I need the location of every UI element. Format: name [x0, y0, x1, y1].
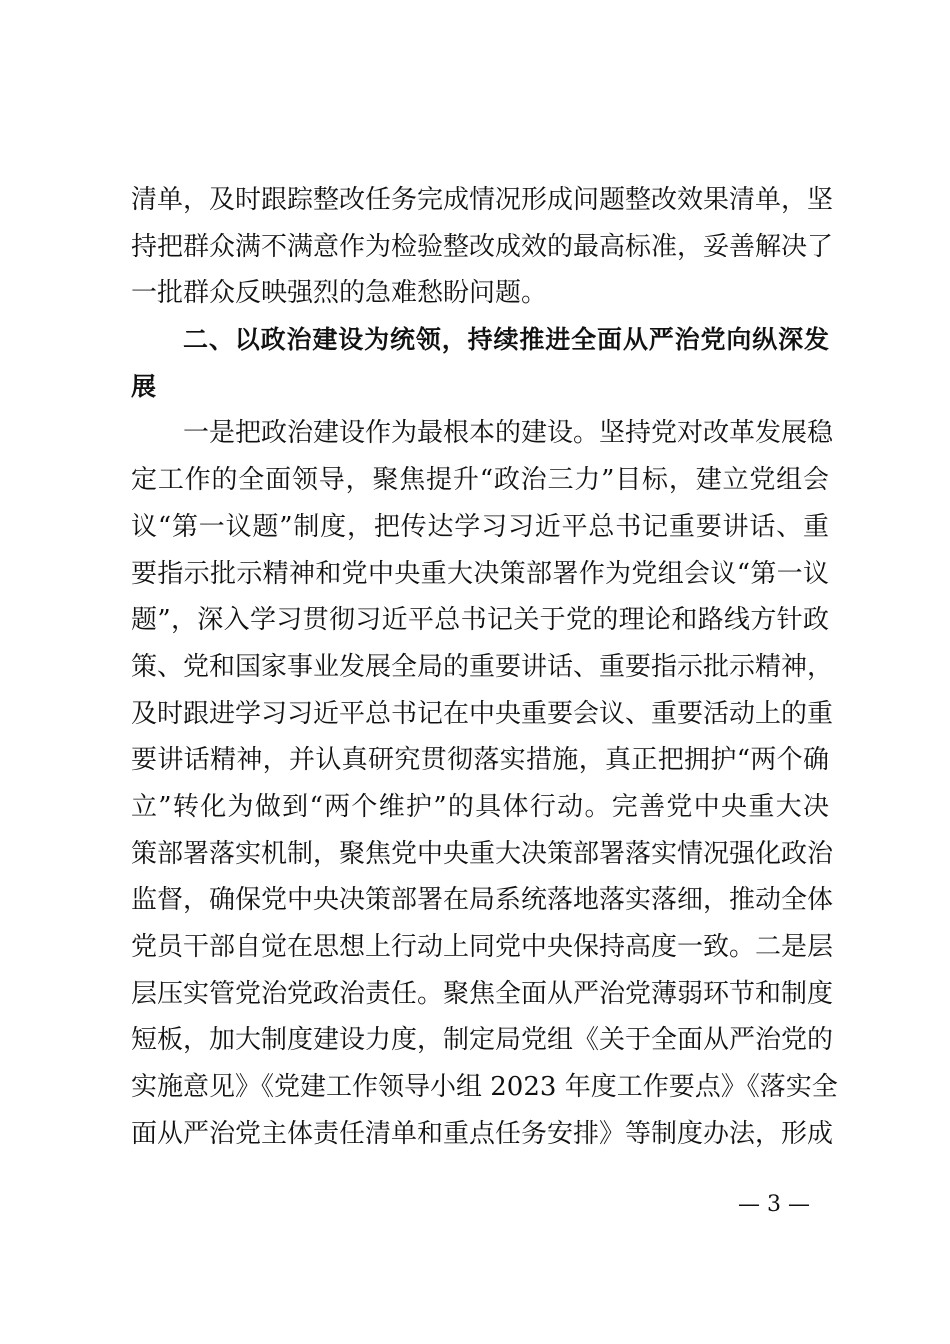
text-line: 及时跟进学习习近平总书记在中央重要会议、重要活动上的重 — [131, 698, 834, 729]
text-line: 策、党和国家事业发展全局的重要讲话、重要指示批示精神， — [131, 651, 834, 682]
text-line: 题”，深入学习贯彻习近平总书记关于党的理论和路线方针政 — [131, 605, 829, 636]
text-line: 监督，确保党中央决策部署在局系统落地落实落细，推动全体 — [131, 885, 834, 916]
text-line: 党员干部自觉在思想上行动上同党中央保持高度一致。二是层 — [131, 932, 834, 962]
heading-line: 展 — [131, 371, 157, 401]
text-line: 短板，加大制度建设力度，制定局党组《关于全面从严治党的 — [131, 1025, 834, 1056]
text-line: 要指示批示精神和党中央重大决策部署作为党组会议“第一议 — [131, 558, 829, 589]
text-line: 议“第一议题”制度，把传达学习习近平总书记重要讲话、重 — [131, 511, 829, 542]
text-line: 持把群众满不满意作为检验整改成效的最高标准，妥善解决了 — [131, 231, 834, 262]
main-paragraph — [131, 410, 838, 1157]
text-line: 立”转化为做到“两个维护”的具体行动。完善党中央重大决 — [131, 791, 829, 822]
text-line: 面从严治党主体责任清单和重点任务安排》等制度办法，形成 — [131, 1118, 834, 1149]
text-line: 层压实管党治党政治责任。聚焦全面从严治党薄弱环节和制度 — [131, 978, 834, 1009]
page-number: — 3 — — [738, 1192, 810, 1217]
text-line: 策部署落实机制，聚焦党中央重大决策部署落实情况强化政治 — [131, 838, 834, 869]
text-line: 定工作的全面领导，聚焦提升“政治三力”目标，建立党组会 — [131, 465, 829, 496]
text-line: 要讲话精神，并认真研究贯彻落实措施，真正把拥护“两个确 — [131, 745, 829, 776]
text-line: 清单，及时跟踪整改任务完成情况形成问题整改效果清单，坚 — [131, 185, 834, 215]
text-line: 一批群众反映强烈的急难愁盼问题。 — [131, 278, 548, 309]
text-line: 一是把政治建设作为最根本的建设。坚持党对改革发展稳 — [183, 418, 834, 449]
continued-paragraph — [131, 177, 834, 317]
heading-line: 二、以政治建设为统领，持续推进全面从严治党向纵深发 — [183, 325, 829, 355]
text-line: 实施意见》《党建工作领导小组 2023 年度工作要点》《落实全 — [131, 1072, 838, 1103]
section-heading — [131, 317, 829, 410]
document-body — [131, 177, 838, 1157]
